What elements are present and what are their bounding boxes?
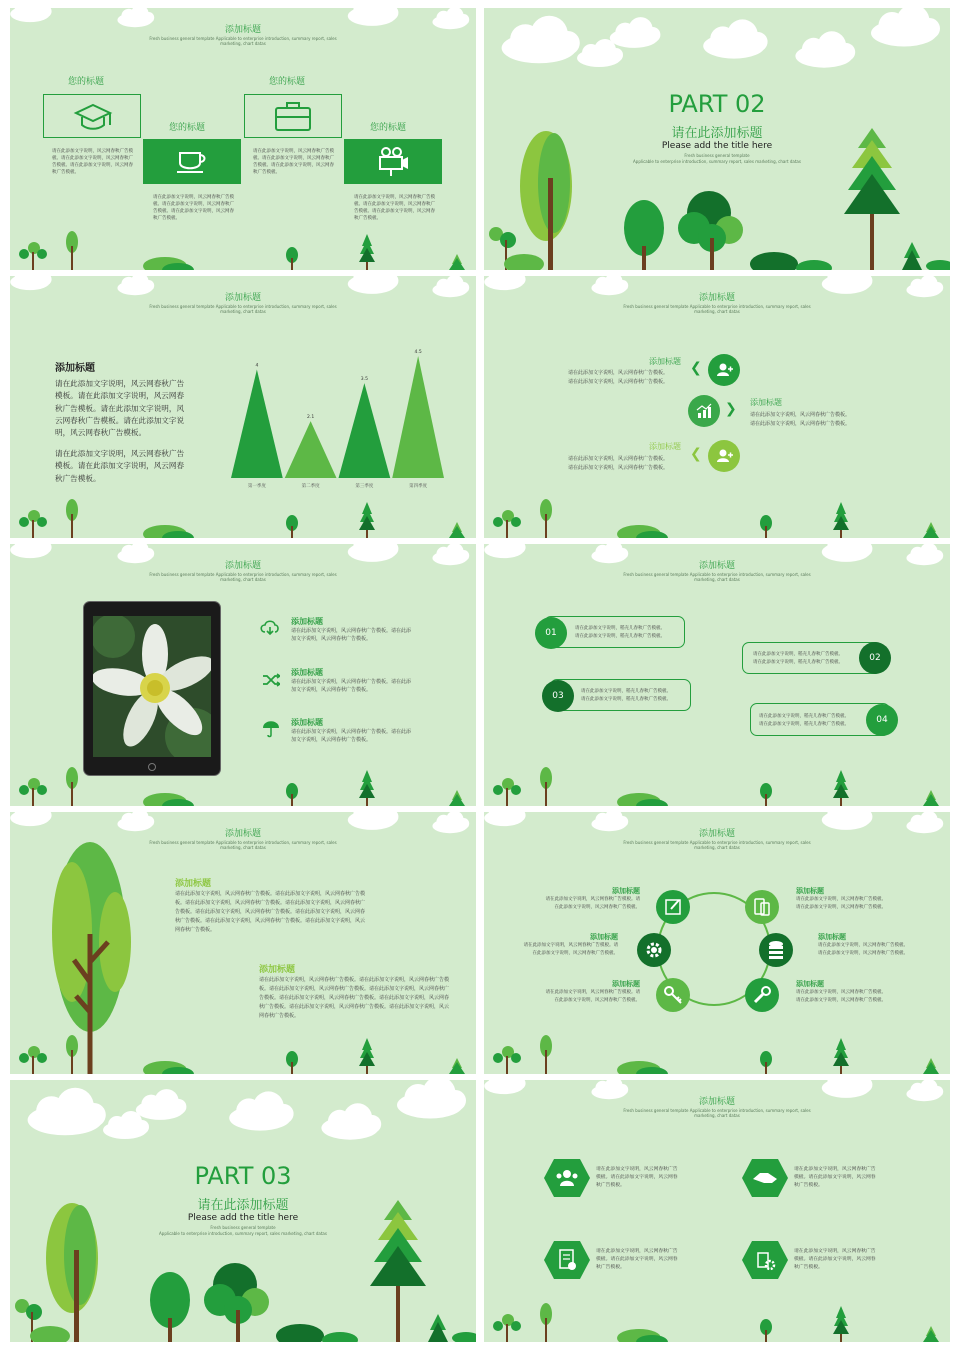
item-title: 您的标题: [269, 77, 306, 87]
small-text: Applicable to enterprise introduction, summary report, sales marketing, chart datas: [633, 159, 801, 164]
item-title: 添加标题: [796, 887, 824, 895]
item-text: 请在此添加文字说明，风云网春秋广告模板。请在此添加文字说明，风云网春秋广告模板。: [596, 1167, 678, 1188]
item-text: 请在此添加文字说明，风云网春秋广告模板。请在此添加文字说明，风云网春秋广告模板。: [794, 1167, 876, 1188]
item-title: 添加标题: [818, 933, 846, 941]
section-title-cn: 请在此添加标题: [197, 1198, 289, 1213]
data-label: 4: [255, 363, 259, 369]
category-label: 第二季度: [301, 484, 320, 489]
step-text: 请在此添加文字说明，稻壳儿春秋广告模板。: [581, 697, 671, 702]
item-title: 您的标题: [68, 77, 105, 87]
item-text: 请在此添加文字说明，风云网春秋广告模板。请在此添加文字说明，风云网春秋广告模板。: [794, 1249, 876, 1270]
item-text: 加文字说明，风云网春秋广告模板。: [291, 636, 372, 642]
item-title: 添加标题: [291, 718, 323, 727]
slide-2: [484, 8, 950, 270]
slide-7: [10, 812, 476, 1074]
item-title: 添加标题: [590, 933, 618, 941]
slide-9: [10, 1080, 476, 1342]
slide-title: 添加标题: [698, 829, 735, 839]
slide-subtitle: Fresh business general template Applicable to enterprise introduction, summary report, sales marketing, chart datas: [623, 304, 811, 314]
slide-6: [484, 544, 950, 806]
slide-subtitle: Fresh business general template Applicable to enterprise introduction, summary report, sales marketing, chart datas: [149, 304, 337, 314]
slide-title: 添加标题: [698, 561, 735, 571]
part-number: PART 02: [668, 90, 766, 118]
content-paragraph: 请在此添加文字说明，风云网春秋广告模板。请在此添加文字说明，风云网春秋广告模板。请在此添加文字说明，风云网春秋广告模板。请在此添加文字说明，风云网春秋广告模板。: [55, 379, 185, 438]
item-text: 请在此添加文字说明，风云网春秋广告模板。请在此添加文字说明，风云网春秋广告模板。: [545, 990, 640, 1003]
item-text: 加文字说明，风云网春秋广告模板。: [291, 737, 372, 743]
small-text: Fresh business general template: [210, 1225, 276, 1230]
slide-title: 添加标题: [224, 561, 261, 571]
item-text: 请在此添加文字说明，风云网春秋广告模板。请在此添: [291, 628, 412, 634]
item-title: 添加标题: [175, 879, 212, 889]
step-text: 请在此添加文字说明，稻壳儿春秋广告模板。: [759, 714, 849, 719]
item-text: 请在此添加文字说明，风云网春秋广告模板。请在此添加文字说明，风云网春秋广告模板。: [545, 897, 640, 910]
slide-1: [10, 8, 476, 270]
slide-subtitle: Fresh business general template Applicable to enterprise introduction, summary report, sales marketing, chart datas: [149, 572, 337, 582]
chevron-left-icon: ❮: [690, 446, 702, 462]
category-label: 第一季度: [247, 484, 266, 489]
item-text: 请在此添加文字说明，风云网春秋广告模板。请在此添加文字说明，风云网春秋广告模板。请在此添加文字说明，风云网春秋广告模板。: [354, 195, 435, 221]
item-title: 添加标题: [750, 398, 782, 407]
item-text: 加文字说明，风云网春秋广告模板。: [291, 687, 372, 693]
chevron-left-icon: ❮: [690, 360, 702, 376]
item-text: 请在此添加文字说明，风云网春秋广告模板。请在此添加文字说明，风云网春秋广告模板。: [523, 943, 618, 956]
small-text: Fresh business general template: [684, 153, 750, 158]
data-label: 2.1: [307, 415, 315, 421]
step-number: 04: [866, 704, 898, 736]
slide-subtitle: Fresh business general template Applicable to enterprise introduction, summary report, sales marketing, chart datas: [623, 1108, 811, 1118]
item-text: 请在此添加文字说明，风云网春秋广告模板。: [750, 412, 851, 418]
item-text: 请在此添加文字说明，风云网春秋广告模板。请在此添加文字说明，风云网春秋广告模板。: [596, 1249, 678, 1270]
section-title-cn: 请在此添加标题: [671, 126, 763, 141]
item-text: 请在此添加文字说明，风云网春秋广告模板。: [568, 456, 669, 462]
slide-subtitle: Fresh business general template Applicable to enterprise introduction, summary report, sales marketing, chart datas: [149, 840, 337, 850]
slide-title: 添加标题: [224, 829, 261, 839]
chevron-right-icon: ❯: [725, 401, 737, 417]
slide-subtitle: Fresh business general template Applicable to enterprise introduction, summary report, sales marketing, chart datas: [623, 840, 811, 850]
section-title-en: Please add the title here: [187, 1213, 299, 1223]
item-text: 请在此添加文字说明，风云网春秋广告模板。请在此添: [291, 729, 412, 735]
category-label: 第四季度: [409, 484, 428, 489]
item-text: 请在此添加文字说明，风云网春秋广告模板。: [568, 379, 669, 385]
slide-3: [10, 276, 476, 538]
slide-4: [484, 276, 950, 538]
step-number: 03: [542, 680, 574, 712]
item-text: 请在此添加文字说明，风云网春秋广告模板。请在此添加文字说明，风云网春秋广告模板。: [796, 897, 886, 910]
slide-subtitle: Fresh business general template Applicable to enterprise introduction, summary report, sales marketing, chart datas: [149, 36, 337, 46]
item-title: 添加标题: [291, 668, 323, 677]
item-title: 添加标题: [796, 980, 824, 988]
item-title: 添加标题: [649, 442, 681, 451]
item-title: 您的标题: [370, 123, 407, 133]
item-text: 请在此添加文字说明，风云网春秋广告模板。请在此添加文字说明，风云网春秋广告模板。: [818, 943, 908, 956]
item-title: 添加标题: [291, 617, 323, 626]
item-text: 请在此添加文字说明，风云网春秋广告模板。请在此添: [291, 679, 412, 685]
item-text: 请在此添加文字说明，风云网春秋广告模板。请在此添加文字说明，风云网春秋广告模板。请在此添加文字说明，风云网春秋广告模板。请在此添加文字说明，风云网春秋广告模板。请在此添加文字说明，风云网春秋广告模板。请在此添加文字说明，风云网春秋广告模板。请在此添加文字说明，风云网春秋广告模板。请在此添加文字说明，风云网春秋广告模板。: [175, 891, 366, 933]
category-label: 第三季度: [355, 484, 374, 489]
step-number: 01: [535, 617, 567, 649]
item-text: 请在此添加文字说明，风云网春秋广告模板。请在此添加文字说明，风云网春秋广告模板。请在此添加文字说明，风云网春秋广告模板。: [52, 149, 133, 175]
content-heading: 添加标题: [55, 363, 95, 374]
step-text: 请在此添加文字说明，稻壳儿春秋广告模板。: [581, 689, 671, 694]
slide-title: 添加标题: [698, 1097, 735, 1107]
data-label: 3.5: [360, 377, 368, 383]
item-title: 添加标题: [612, 980, 640, 988]
slide-subtitle: Fresh business general template Applicable to enterprise introduction, summary report, sales marketing, chart datas: [623, 572, 811, 582]
item-title: 添加标题: [259, 965, 296, 975]
item-title: 添加标题: [649, 357, 681, 366]
item-text: 请在此添加文字说明，风云网春秋广告模板。: [568, 370, 669, 376]
slide-8: [484, 812, 950, 1074]
small-text: Applicable to enterprise introduction, summary report, sales marketing, chart datas: [159, 1231, 327, 1236]
step-text: 请在此添加文字说明，稻壳儿春秋广告模板。: [759, 722, 849, 727]
item-text: 请在此添加文字说明，风云网春秋广告模板。: [750, 421, 851, 427]
section-title-en: Please add the title here: [661, 141, 773, 151]
item-text: 请在此添加文字说明，风云网春秋广告模板。请在此添加文字说明，风云网春秋广告模板。请在此添加文字说明，风云网春秋广告模板。请在此添加文字说明，风云网春秋广告模板。请在此添加文字说明，风云网春秋广告模板。请在此添加文字说明，风云网春秋广告模板。请在此添加文字说明，风云网春秋广告模板。请在此添加文字说明，风云网春秋广告模板。: [259, 977, 450, 1019]
slide-title: 添加标题: [698, 293, 735, 303]
data-label: 4.5: [414, 350, 422, 355]
step-number: 02: [859, 642, 891, 674]
item-title: 添加标题: [612, 887, 640, 895]
step-text: 请在此添加文字说明，稻壳儿春秋广告模板。: [575, 626, 665, 631]
item-title: 您的标题: [169, 123, 206, 133]
slide-5: [10, 544, 476, 806]
slide-10: [484, 1080, 950, 1342]
step-text: 请在此添加文字说明，稻壳儿春秋广告模板。: [753, 660, 843, 665]
item-text: 请在此添加文字说明，风云网春秋广告模板。: [568, 465, 669, 471]
step-text: 请在此添加文字说明，稻壳儿春秋广告模板。: [575, 634, 665, 639]
item-text: 请在此添加文字说明，风云网春秋广告模板。请在此添加文字说明，风云网春秋广告模板。请在此添加文字说明，风云网春秋广告模板。: [253, 149, 334, 175]
slide-title: 添加标题: [224, 293, 261, 303]
step-text: 请在此添加文字说明，稻壳儿春秋广告模板。: [753, 652, 843, 657]
content-paragraph: 请在此添加文字说明，风云网春秋广告模板。请在此添加文字说明，风云网春秋广告模板。: [55, 449, 185, 483]
slide-title: 添加标题: [224, 25, 261, 35]
item-text: 请在此添加文字说明，风云网春秋广告模板。请在此添加文字说明，风云网春秋广告模板。: [796, 990, 886, 1003]
part-number: PART 03: [194, 1162, 292, 1190]
item-text: 请在此添加文字说明，风云网春秋广告模板。请在此添加文字说明，风云网春秋广告模板。请在此添加文字说明，风云网春秋广告模板。: [153, 195, 234, 221]
